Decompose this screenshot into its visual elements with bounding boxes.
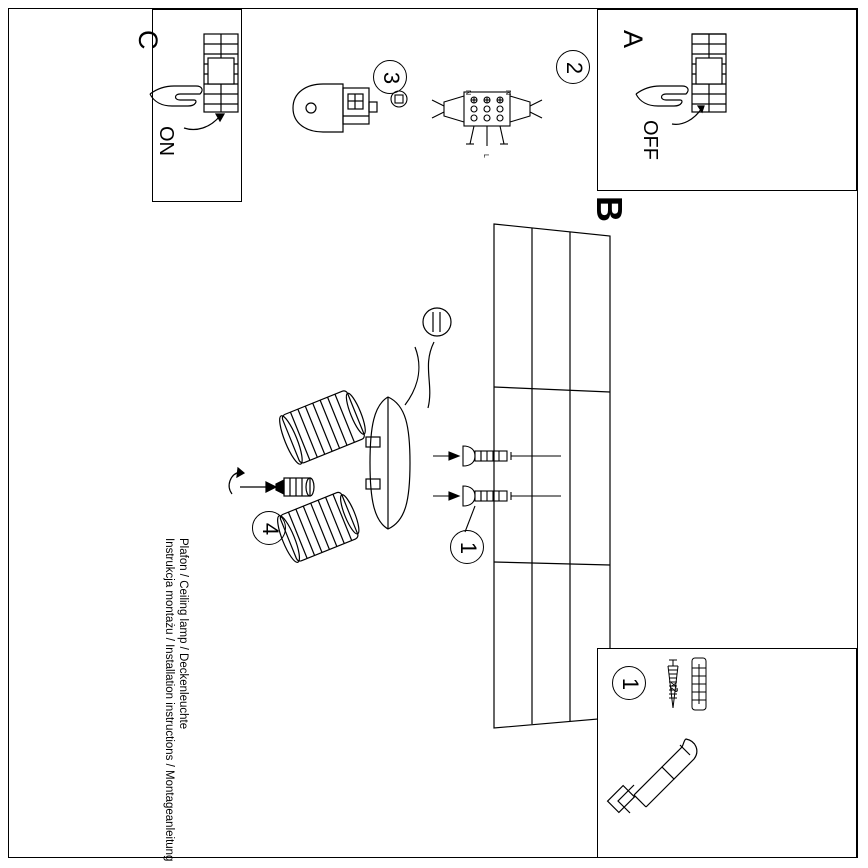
step1-fixings-icon	[425, 440, 575, 520]
step2-terminal-block-icon	[432, 78, 542, 156]
panel-c-letter: C	[133, 30, 163, 50]
panel-b-letter: B	[589, 196, 630, 222]
panel-c-switch-label: ON	[155, 126, 177, 156]
callout-step-2: 2	[556, 50, 590, 84]
callout-parts-step-1: 1	[612, 666, 646, 700]
document-title: Instrukcja montażu / Installation instructions / Montageanleitung	[163, 538, 175, 862]
svg-text:L: L	[482, 154, 489, 158]
panel-a-letter: A	[618, 30, 648, 49]
svg-text:N: N	[464, 90, 471, 96]
callout-step-3: 3	[373, 60, 407, 94]
document-subtitle: Plafon / Ceiling lamp / Deckenleuchte	[177, 538, 189, 730]
step3-mount-icon	[285, 78, 395, 138]
callout-step-4: 4	[252, 511, 286, 545]
panel-a-switch-label: OFF	[639, 120, 661, 160]
protection-class-ii-icon-lamp	[420, 305, 454, 339]
svg-text:N: N	[504, 90, 511, 96]
panel-a-hand-switch-icon	[630, 28, 740, 138]
panel-c-hand-switch-icon	[148, 28, 258, 138]
parts-wall-plug-icon	[686, 654, 712, 716]
parts-screwdriver-icon	[600, 735, 710, 815]
protection-class-ii-icon	[388, 88, 410, 110]
parts-screw-count: x2	[668, 682, 679, 693]
callout-step-1: 1	[450, 530, 484, 564]
step4-bulb-icon	[226, 466, 336, 512]
